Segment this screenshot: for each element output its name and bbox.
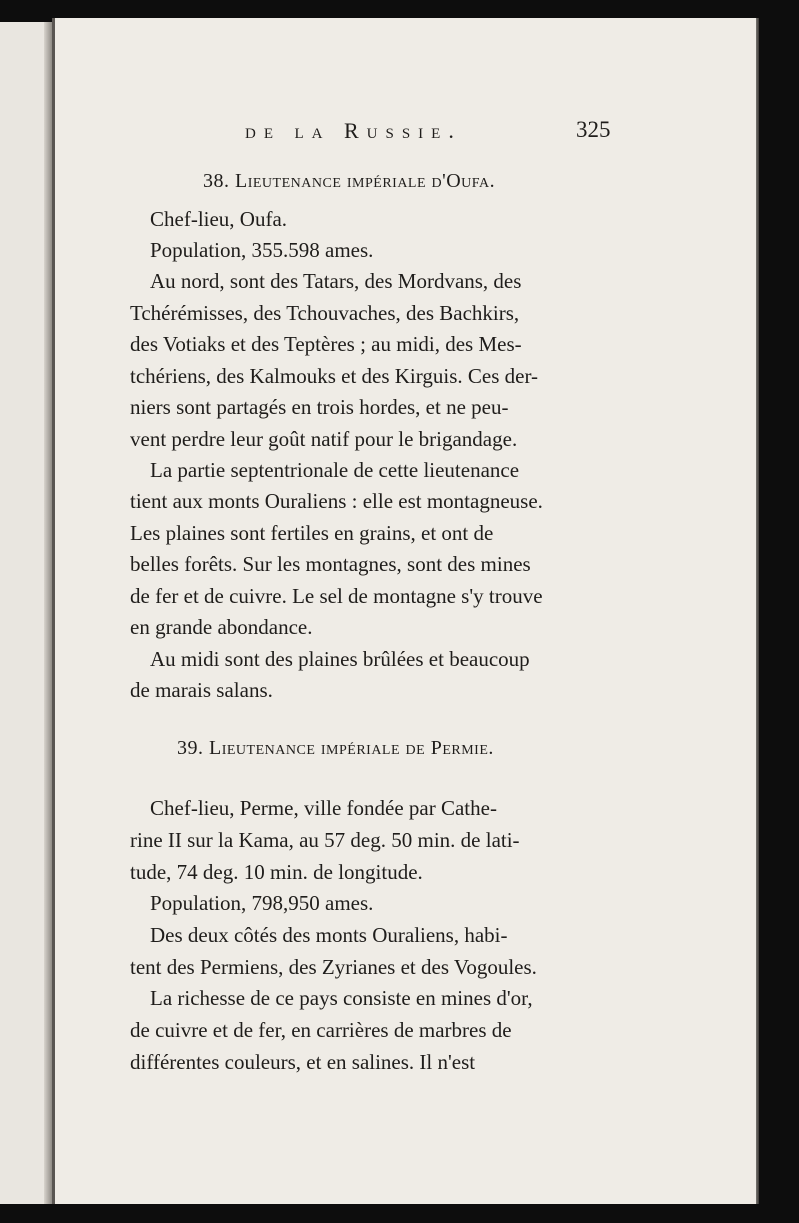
running-head-title: de la Russie. <box>245 118 462 143</box>
text-line: belles forêts. Sur les montagnes, sont des mines <box>130 552 531 576</box>
text-line: des Votiaks et des Teptères ; au midi, des Mes- <box>130 332 522 356</box>
text-line: tent des Permiens, des Zyrianes et des Vogoules. <box>130 955 537 979</box>
running-head <box>55 118 756 148</box>
text-line: Au nord, sont des Tatars, des Mordvans, des <box>150 269 522 293</box>
page-number: 325 <box>576 117 611 142</box>
text-line: tude, 74 deg. 10 min. de longitude. <box>130 860 423 884</box>
book-page <box>52 18 756 1204</box>
text-line: Chef-lieu, Oufa. <box>150 207 288 231</box>
text-line: différentes couleurs, et en salines. Il n'est <box>130 1050 476 1074</box>
text-line: Les plaines sont fertiles en grains, et ont de <box>130 521 494 545</box>
text-line: La richesse de ce pays consiste en mines d'or, <box>150 986 533 1010</box>
text-line: La partie septentrionale de cette lieutenance <box>150 458 520 482</box>
text-line: de cuivre et de fer, en carrières de marbres de <box>130 1018 512 1042</box>
text-line: de fer et de cuivre. Le sel de montagne s'y trouve <box>130 584 543 608</box>
text-line: vent perdre leur goût natif pour le brigandage. <box>130 427 518 451</box>
text-line: tchériens, des Kalmouks et des Kirguis. Ces der- <box>130 364 539 388</box>
text-line: Population, 355.598 ames. <box>150 238 374 262</box>
text-line: Au midi sont des plaines brûlées et beaucoup <box>150 647 530 671</box>
section-heading-39: 39. Lieutenance impériale de Permie. <box>177 737 494 759</box>
text-line: en grande abondance. <box>130 615 313 639</box>
text-line: rine II sur la Kama, au 57 deg. 50 min. de lati- <box>130 828 520 852</box>
book-spine <box>44 22 52 1204</box>
text-line: Chef-lieu, Perme, ville fondée par Cathe- <box>150 796 497 820</box>
text-line: niers sont partagés en trois hordes, et ne peu- <box>130 395 509 419</box>
text-line: Des deux côtés des monts Ouraliens, habi- <box>150 923 508 947</box>
text-line: de marais salans. <box>130 678 273 702</box>
text-line: tient aux monts Ouraliens : elle est montagneuse. <box>130 489 543 513</box>
text-line: Tchérémisses, des Tchouvaches, des Bachkirs, <box>130 301 520 325</box>
section-heading-38: 38. Lieutenance impériale d'Oufa. <box>203 170 496 192</box>
text-line: Population, 798,950 ames. <box>150 891 374 915</box>
